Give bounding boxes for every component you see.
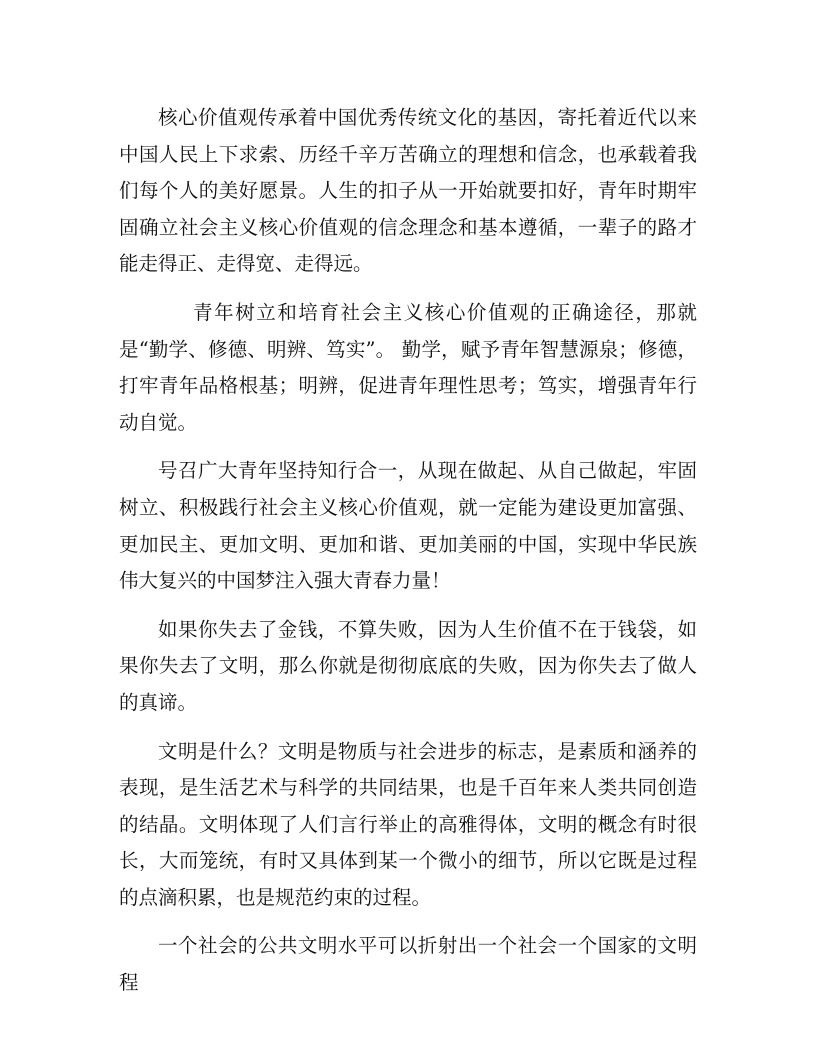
paragraph-core-values: 核心价值观传承着中国优秀传统文化的基因，寄托着近代以来中国人民上下求索、历经千辛万苦确立的理想和信念，也承载着我们每个人的美好愿景。人生的扣子从一开始就要扣好，青年时期牢固确立社会主义核心价值观的信念理念和基本遵循，一辈子的路才能走得正、走得宽、走得远。 <box>119 106 697 276</box>
paragraph-losing-civility: 如果你失去了金钱，不算失败，因为人生价值不在于钱袋，如果你失去了文明，那么你就是彻彻底底的失败，因为你失去了做人的真谛。 <box>119 617 697 714</box>
paragraph-youth-path: 青年树立和培育社会主义核心价值观的正确途径，那就是“勤学、修德、明辨、笃实”。 勤学，赋予青年智慧源泉；修德，打牢青年品格根基；明辨，促进青年理性思考；笃实，增强青年行动自觉。 <box>119 300 697 434</box>
document-body <box>119 100 697 1014</box>
paragraph-what-is-civility: 文明是什么？文明是物质与社会进步的标志，是素质和涵养的表现，是生活艺术与科学的共同结果，也是千百年来人类共同创造的结晶。文明体现了人们言行举止的高雅得体，文明的概念有时很长，大而笼统，有时又具体到某一个微小的细节，所以它既是过程的点滴积累，也是规范约束的过程。 <box>119 739 697 909</box>
paragraph-call-to-youth: 号召广大青年坚持知行合一，从现在做起、从自己做起，牢固树立、积极践行社会主义核心价值观，就一定能为建设更加富强、更加民主、更加文明、更加和谐、更加美丽的中国，实现中华民族伟大复兴的中国梦注入强大青春力量！ <box>119 459 697 593</box>
paragraph-public-civility: 一个社会的公共文明水平可以折射出一个社会一个国家的文明程 <box>119 934 697 995</box>
